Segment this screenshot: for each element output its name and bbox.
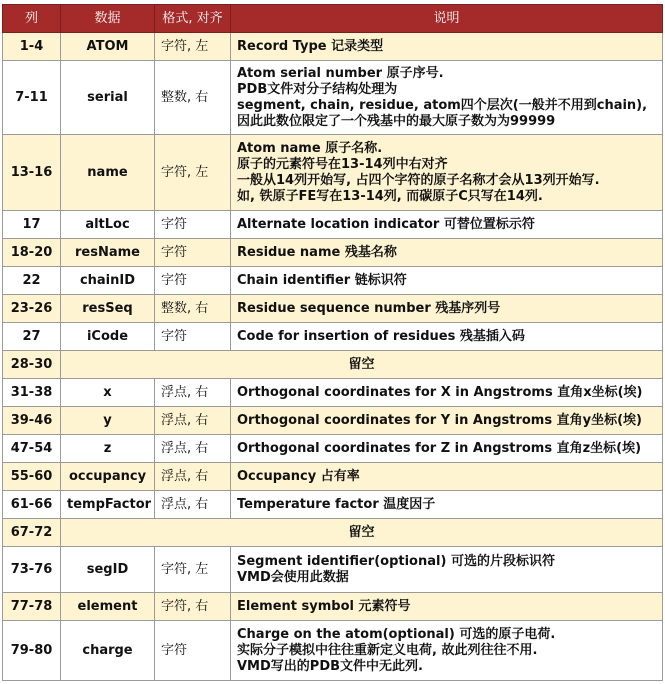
desc-line: Record Type 记录类型 [237, 38, 384, 54]
cell-desc [231, 239, 663, 267]
cell-name: charge [61, 621, 155, 681]
cell-col: 1-4 [3, 33, 61, 61]
desc-line: 一般从14列开始写, 占四个字符的原子名称才会从13列开始写. [237, 172, 600, 188]
cell-format: 整数, 右 [155, 61, 231, 135]
desc-line: Alternate location indicator 可替位置标示符 [237, 216, 535, 232]
cell-reserved: 留空 [61, 519, 663, 547]
cell-format: 浮点, 右 [155, 435, 231, 463]
cell-format: 字符 [155, 211, 231, 239]
cell-format: 浮点, 右 [155, 407, 231, 435]
table-row [3, 435, 663, 463]
desc-line: 实际分子模拟中往往重新定义电荷, 故此列往往不用. [237, 642, 538, 658]
cell-desc [231, 593, 663, 621]
cell-format: 浮点, 右 [155, 379, 231, 407]
cell-reserved: 留空 [61, 351, 663, 379]
table-row [3, 323, 663, 351]
desc-line: Element symbol 元素符号 [237, 598, 411, 614]
cell-name: chainID [61, 267, 155, 295]
cell-name: serial [61, 61, 155, 135]
desc-line: PDB文件对分子结构处理为 [237, 81, 398, 97]
cell-format: 浮点, 右 [155, 463, 231, 491]
desc-line: Segment identifier(optional) 可选的片段标识符 [237, 553, 555, 569]
cell-name: z [61, 435, 155, 463]
cell-col: 23-26 [3, 295, 61, 323]
cell-name: y [61, 407, 155, 435]
header-format: 格式, 对齐 [155, 5, 231, 33]
cell-name: ATOM [61, 33, 155, 61]
cell-col: 28-30 [3, 351, 61, 379]
header-name: 数据 [61, 5, 155, 33]
cell-col: 55-60 [3, 463, 61, 491]
desc-line: 因此此数位限定了一个残基中的最大原子数为为99999 [237, 113, 556, 129]
cell-format: 浮点, 右 [155, 491, 231, 519]
desc-line: Occupancy 占有率 [237, 468, 360, 484]
cell-format: 字符, 左 [155, 135, 231, 211]
desc-line: Code for insertion of residues 残基插入码 [237, 328, 525, 344]
table-body [3, 33, 663, 681]
table-row [3, 61, 663, 135]
cell-col: 47-54 [3, 435, 61, 463]
desc-line: VMD会使用此数据 [237, 569, 349, 585]
cell-desc [231, 267, 663, 295]
cell-col: 7-11 [3, 61, 61, 135]
table-row [3, 547, 663, 593]
desc-line: Chain identifier 链标识符 [237, 272, 407, 288]
desc-line: Temperature factor 温度因子 [237, 496, 436, 512]
table-row [3, 407, 663, 435]
table-row [3, 295, 663, 323]
cell-name: iCode [61, 323, 155, 351]
desc-line: Atom serial number 原子序号. [237, 65, 444, 81]
cell-desc [231, 295, 663, 323]
cell-name: element [61, 593, 155, 621]
cell-desc [231, 33, 663, 61]
table-row [3, 135, 663, 211]
cell-format: 字符, 左 [155, 547, 231, 593]
cell-col: 22 [3, 267, 61, 295]
table-row [3, 33, 663, 61]
cell-col: 67-72 [3, 519, 61, 547]
header-col: 列 [3, 5, 61, 33]
cell-name: occupancy [61, 463, 155, 491]
cell-col: 13-16 [3, 135, 61, 211]
table-row [3, 211, 663, 239]
header-row [3, 5, 663, 33]
desc-line: Residue name 残基名称 [237, 244, 397, 260]
table-row [3, 593, 663, 621]
cell-name: tempFactor [61, 491, 155, 519]
cell-name: x [61, 379, 155, 407]
cell-desc [231, 621, 663, 681]
desc-line: Residue sequence number 残基序列号 [237, 300, 501, 316]
cell-col: 73-76 [3, 547, 61, 593]
cell-desc [231, 211, 663, 239]
cell-format: 字符 [155, 621, 231, 681]
table-row [3, 519, 663, 547]
cell-col: 61-66 [3, 491, 61, 519]
desc-line: 如, 铁原子FE写在13-14列, 而碳原子C只写在14列. [237, 188, 543, 204]
cell-format: 字符, 左 [155, 33, 231, 61]
cell-desc [231, 135, 663, 211]
cell-col: 18-20 [3, 239, 61, 267]
cell-format: 字符 [155, 323, 231, 351]
desc-line: Orthogonal coordinates for Z in Angstroms 直角z坐标(埃) [237, 440, 642, 456]
cell-format: 字符 [155, 267, 231, 295]
cell-desc [231, 323, 663, 351]
cell-desc [231, 547, 663, 593]
cell-desc [231, 491, 663, 519]
table-row [3, 239, 663, 267]
cell-format: 整数, 右 [155, 295, 231, 323]
table-row [3, 267, 663, 295]
cell-name: resName [61, 239, 155, 267]
table-row [3, 621, 663, 681]
desc-line: Charge on the atom(optional) 可选的原子电荷. [237, 626, 556, 642]
cell-col: 31-38 [3, 379, 61, 407]
cell-name: name [61, 135, 155, 211]
desc-line: 原子的元素符号在13-14列中右对齐 [237, 156, 448, 172]
table-row [3, 379, 663, 407]
table-row [3, 351, 663, 379]
cell-desc [231, 435, 663, 463]
cell-name: segID [61, 547, 155, 593]
desc-line: segment, chain, residue, atom四个层次(一般并不用到chain), [237, 97, 648, 113]
desc-line: Orthogonal coordinates for Y in Angstroms 直角y坐标(埃) [237, 412, 642, 428]
cell-col: 17 [3, 211, 61, 239]
cell-name: resSeq [61, 295, 155, 323]
cell-col: 39-46 [3, 407, 61, 435]
table-row [3, 463, 663, 491]
cell-desc [231, 463, 663, 491]
header-desc: 说明 [231, 5, 663, 33]
cell-name: altLoc [61, 211, 155, 239]
cell-col: 77-78 [3, 593, 61, 621]
cell-col: 79-80 [3, 621, 61, 681]
cell-desc [231, 407, 663, 435]
desc-line: VMD写出的PDB文件中无此列. [237, 658, 423, 674]
cell-col: 27 [3, 323, 61, 351]
cell-format: 字符 [155, 239, 231, 267]
table-row [3, 491, 663, 519]
cell-desc [231, 61, 663, 135]
desc-line: Orthogonal coordinates for X in Angstroms 直角x坐标(埃) [237, 384, 643, 400]
desc-line: Atom name 原子名称. [237, 140, 383, 156]
cell-format: 字符, 右 [155, 593, 231, 621]
cell-desc [231, 379, 663, 407]
pdb-format-table [2, 4, 663, 681]
